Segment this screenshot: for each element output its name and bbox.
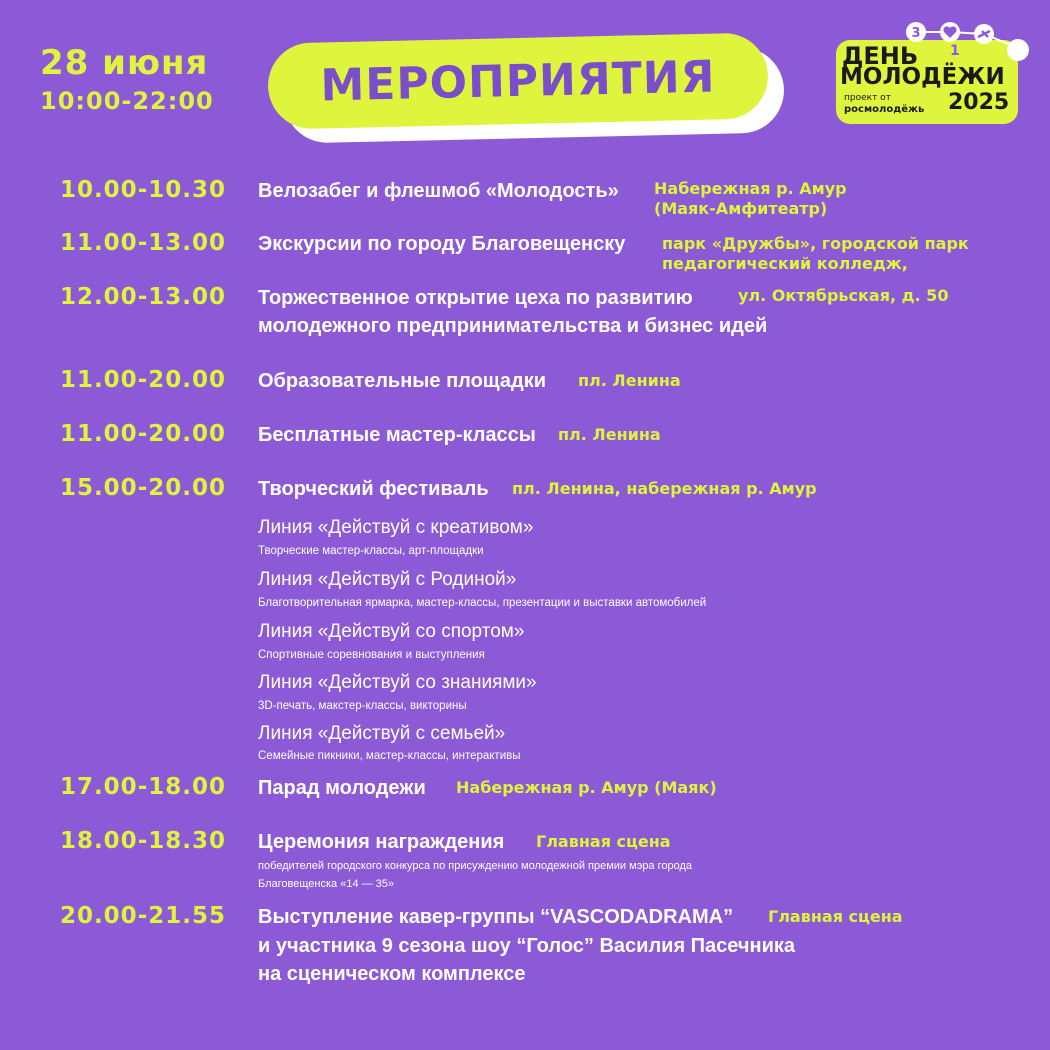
logo-project-from: проект от <box>844 93 891 103</box>
event-time: 11.00-20.00 <box>59 421 226 447</box>
event-title: Образовательные площадки <box>258 370 547 392</box>
page-title: МЕРОПРИЯТИЯ <box>319 51 717 111</box>
date-block <box>40 44 214 116</box>
event-title: Бесплатные мастер-классы <box>258 424 536 446</box>
event-time: 11.00-13.00 <box>59 230 226 256</box>
festival-line-title: Линия «Действуй с креативом» <box>258 517 534 538</box>
event-description-line-2: Благовещенска «14 — 35» <box>258 878 395 890</box>
youth-day-logo <box>832 20 1032 132</box>
logo-badge-digit: 1 <box>950 43 960 59</box>
event-title: Выступление кавер-группы “VASCODADRAMA” <box>258 906 734 928</box>
event-time: 11.00-20.00 <box>59 367 226 393</box>
event-location: Главная сцена <box>536 832 671 851</box>
logo-icons <box>902 20 1032 64</box>
event-time: 10.00-10.30 <box>59 177 226 203</box>
event-description: победителей городского конкурса по присуждению молодежной премии мэра города <box>258 860 693 872</box>
event-location: пл. Ленина, набережная р. Амур <box>512 479 817 498</box>
event-time: 17.00-18.00 <box>59 774 226 800</box>
event-title-line-2: молодежного предпринимательства и бизнес идей <box>258 315 768 337</box>
event-location: Набережная р. Амур (Маяк) <box>456 778 717 797</box>
festival-line-title: Линия «Действуй с семьей» <box>258 723 506 744</box>
event-location: ул. Октябрьская, д. 50 <box>738 286 949 305</box>
event-location: Главная сцена <box>768 907 903 926</box>
festival-line-desc: Семейные пикники, мастер-классы, интерактивы <box>258 750 521 762</box>
event-time: 12.00-13.00 <box>59 284 226 310</box>
event-title: Парад молодежи <box>258 777 426 799</box>
event-hours: 10:00-22:00 <box>40 87 214 115</box>
event-date: 28 июня <box>40 43 209 83</box>
logo-year: 2025 <box>948 90 1010 115</box>
event-location: пл. Ленина <box>558 425 661 444</box>
festival-line-title: Линия «Действуй с Родиной» <box>258 569 517 590</box>
event-title-line-3: на сценическом комплексе <box>258 963 526 985</box>
event-time: 15.00-20.00 <box>59 475 226 501</box>
festival-line-desc: Творческие мастер-классы, арт-площадки <box>258 545 484 557</box>
festival-line-desc: Благотворительная ярмарка, мастер-классы, презентации и выставки автомобилей <box>258 597 707 609</box>
event-location: Набережная р. Амур <box>654 179 847 198</box>
logo-org-name: росмолодёжь <box>844 104 925 115</box>
festival-line-desc: 3D-печать, макстер-классы, викторины <box>258 700 467 712</box>
event-time: 18.00-18.30 <box>59 828 226 854</box>
event-title: Церемония награждения <box>258 831 505 853</box>
event-location-line-2: педагогический колледж, <box>662 254 908 273</box>
event-location: парк «Дружбы», городской парк <box>662 234 969 253</box>
event-title-line-2: и участника 9 сезона шоу “Голос” Василия Пасечника <box>258 935 796 957</box>
logo-line-1: ДЕНЬ <box>842 42 919 70</box>
event-title: Творческий фестиваль <box>258 478 489 500</box>
event-time: 20.00-21.55 <box>59 903 226 929</box>
event-title: Велозабег и флешмоб «Молодость» <box>258 180 619 202</box>
title-banner <box>262 32 784 140</box>
svg-text:3: 3 <box>911 26 921 41</box>
event-location: пл. Ленина <box>578 371 681 390</box>
festival-line-title: Линия «Действуй со спортом» <box>258 621 525 642</box>
title-banner-pill <box>267 32 769 129</box>
event-location-line-2: (Маяк-Амфитеатр) <box>654 199 828 218</box>
festival-line-title: Линия «Действуй со знаниями» <box>258 672 537 693</box>
logo-line-2: МОЛОДЁЖИ <box>840 64 1005 90</box>
festival-line-desc: Спортивные соревнования и выступления <box>258 649 485 661</box>
event-title: Торжественное открытие цеха по развитию <box>258 287 693 309</box>
event-title: Экскурсии по городу Благовещенску <box>258 233 626 255</box>
